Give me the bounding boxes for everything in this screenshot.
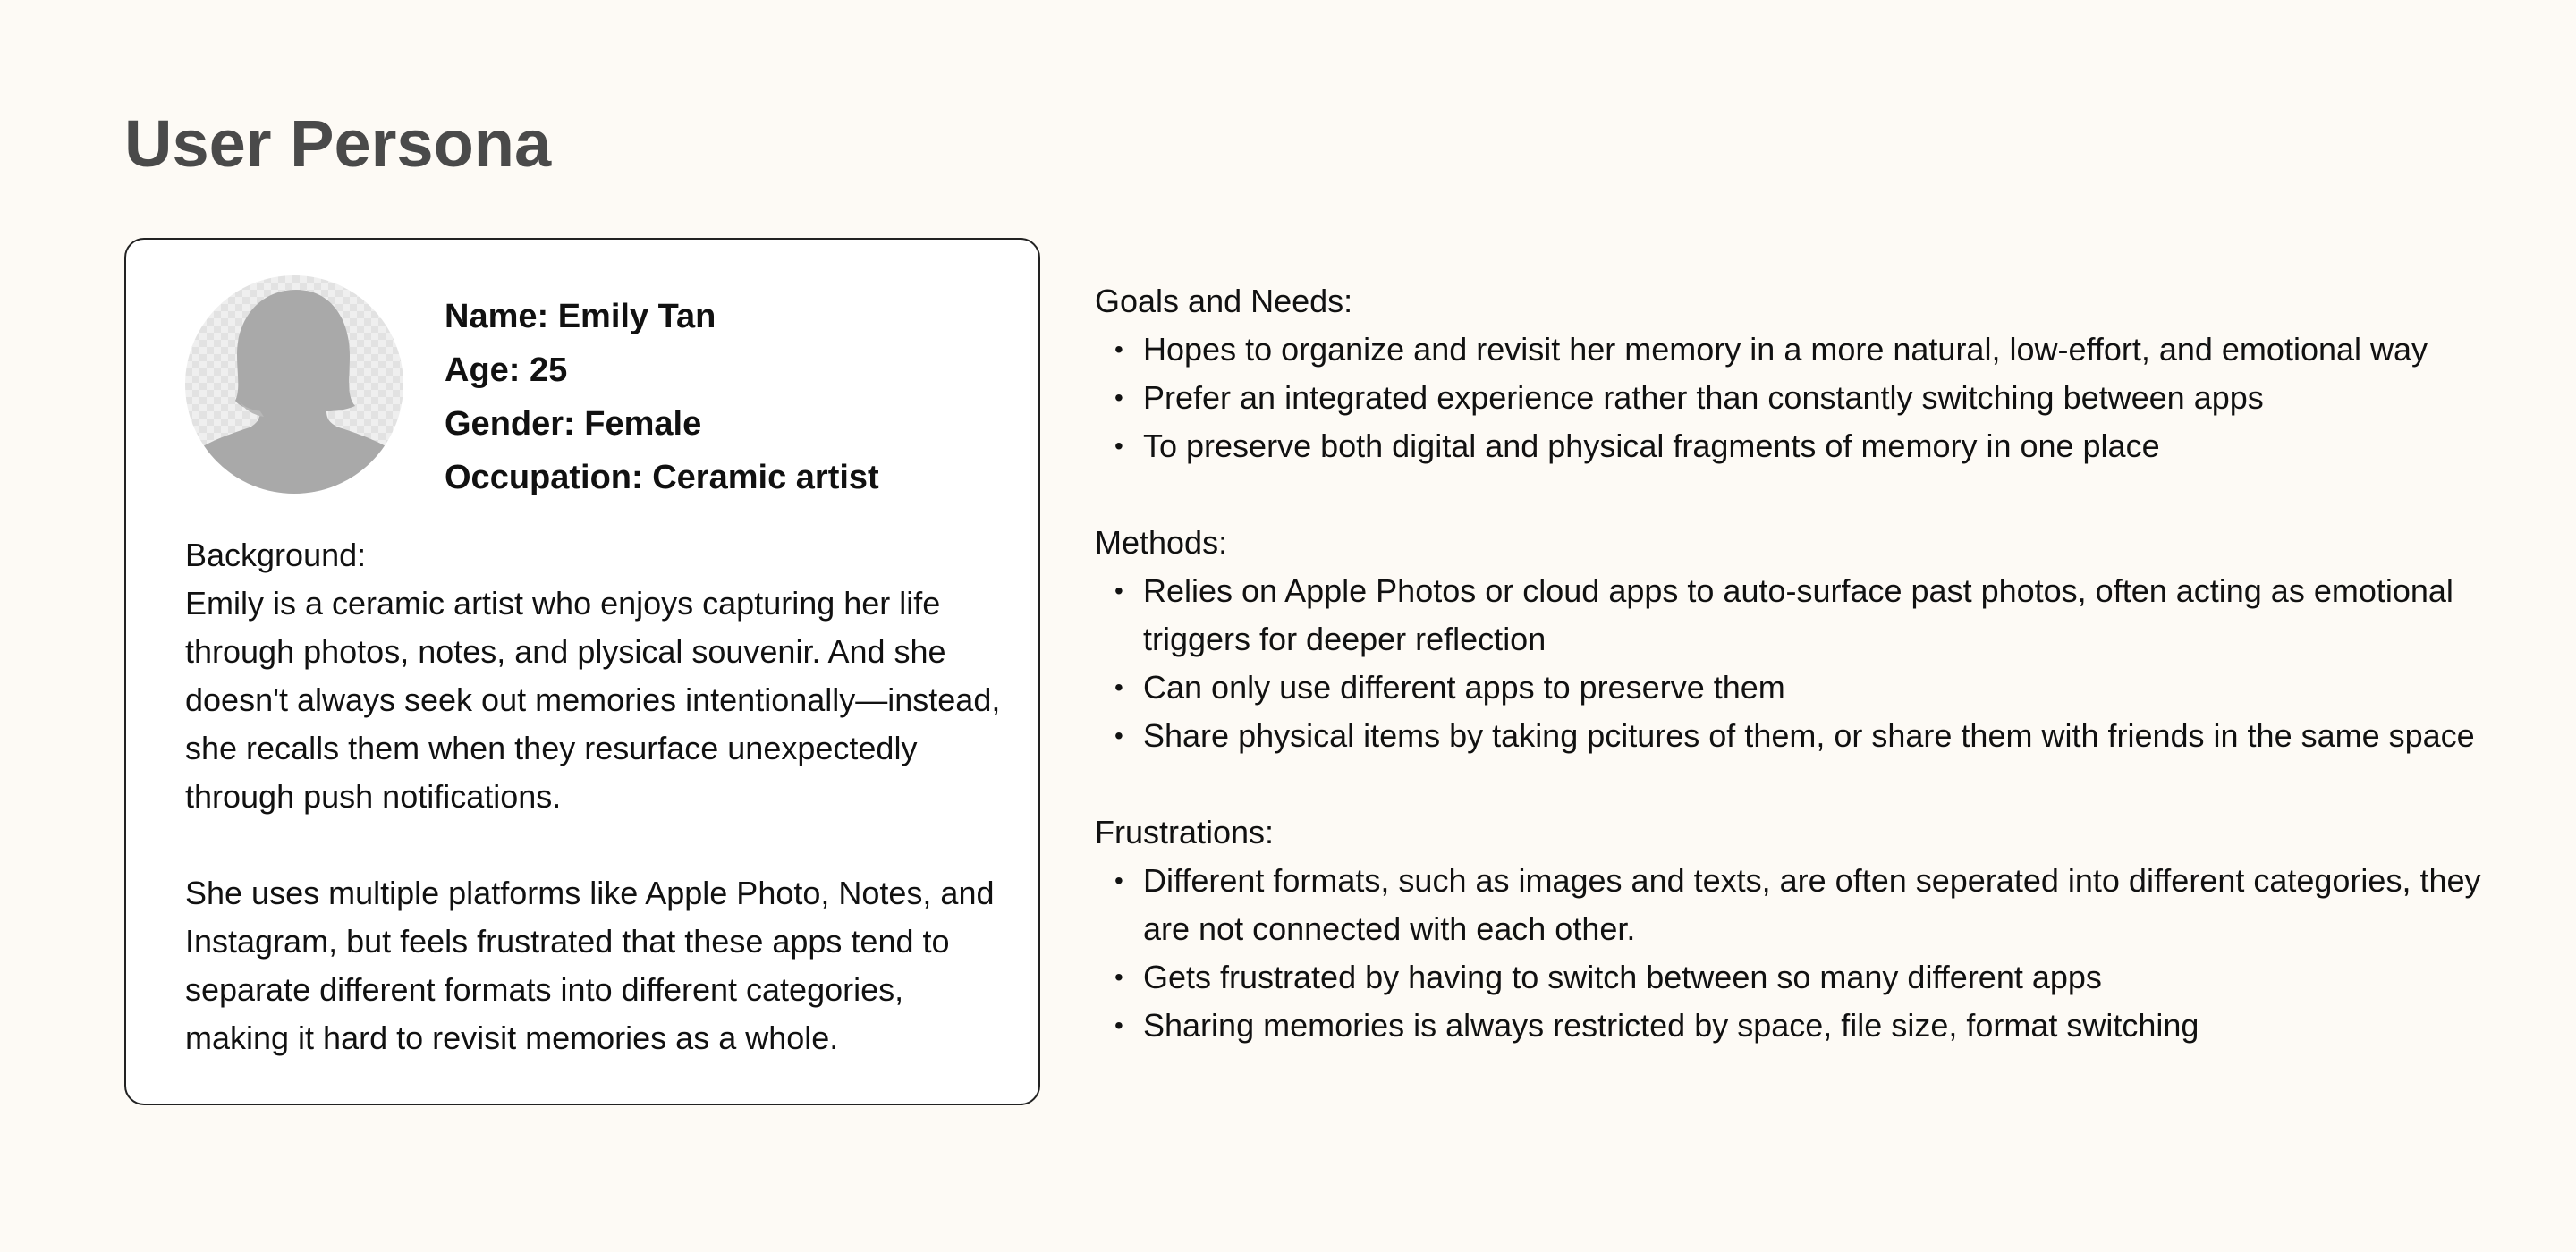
avatar (185, 275, 403, 494)
list-item-text: Different formats, such as images and texts, are often seperated into different categories, they are not connected with each other. (1143, 862, 2481, 947)
goals-list (1095, 326, 2526, 470)
list-item (1095, 857, 2526, 953)
list-item (1095, 1002, 2526, 1050)
page-title: User Persona (124, 106, 552, 181)
gender-line: Gender: Female (445, 405, 702, 443)
goals-heading: Goals and Needs: (1095, 283, 1353, 319)
bullet-icon: • (1114, 722, 1123, 749)
list-item (1095, 326, 2526, 374)
background-section (185, 531, 1008, 1062)
frustrations-list (1095, 857, 2526, 1050)
name-line: Name: Emily Tan (445, 298, 716, 335)
persona-details (1095, 277, 2526, 1098)
list-item-text: Can only use different apps to preserve them (1143, 669, 1785, 706)
list-item (1095, 374, 2526, 422)
age-line: Age: 25 (445, 351, 568, 389)
list-item (1095, 712, 2526, 760)
background-paragraph: Emily is a ceramic artist who enjoys capturing her life through photos, notes, and plysical souvenir. And she doesn't always seek out memories intentionally—instead, she recalls them when they resurface unexpectedly through push notifications. (185, 585, 1001, 815)
list-item-text: Share physical items by taking pcitures of them, or share them with friends in the same space (1143, 717, 2475, 754)
background-paragraph: She uses multiple platforms like Apple Photo, Notes, and Instagram, but feels frustrated that these apps tend to separate different formats into different categories, making it hard to revisit memories as a whole. (185, 875, 995, 1056)
bullet-icon: • (1114, 673, 1123, 701)
list-item-text: Relies on Apple Photos or cloud apps to auto-surface past photos, often acting as emotional triggers for deeper reflection (1143, 572, 2453, 657)
methods-heading: Methods: (1095, 524, 1228, 561)
frustrations-heading: Frustrations: (1095, 814, 1275, 850)
methods-section (1095, 519, 2526, 760)
occupation-line: Occupation: Ceramic artist (445, 459, 879, 496)
list-item-text: Hopes to organize and revisit her memory in a more natural, low-effort, and emotional way (1143, 331, 2428, 368)
person-silhouette-icon (185, 275, 403, 494)
bullet-icon: • (1114, 335, 1123, 363)
bullet-icon: • (1114, 1011, 1123, 1039)
frustrations-section (1095, 808, 2526, 1050)
methods-list (1095, 567, 2526, 760)
bullet-icon: • (1114, 963, 1123, 991)
list-item (1095, 664, 2526, 712)
background-heading: Background: (185, 537, 367, 573)
bullet-icon: • (1114, 577, 1123, 605)
list-item (1095, 422, 2526, 470)
list-item (1095, 567, 2526, 664)
goals-section (1095, 277, 2526, 470)
bullet-icon: • (1114, 432, 1123, 460)
list-item-text: Gets frustrated by having to switch between so many different apps (1143, 959, 2102, 995)
list-item-text: To preserve both digital and physical fragments of memory in one place (1143, 427, 2160, 464)
bullet-icon: • (1114, 867, 1123, 894)
list-item (1095, 953, 2526, 1002)
list-item-text: Sharing memories is always restricted by space, file size, format switching (1143, 1007, 2199, 1044)
persona-card (124, 238, 1040, 1105)
bullet-icon: • (1114, 384, 1123, 411)
profile-info (445, 290, 879, 504)
list-item-text: Prefer an integrated experience rather than constantly switching between apps (1143, 379, 2264, 416)
